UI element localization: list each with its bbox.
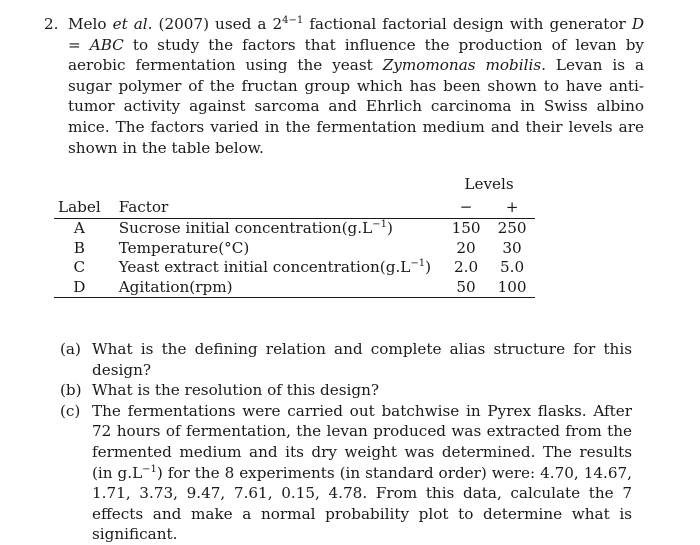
low-level-value: 150 bbox=[451, 219, 481, 237]
high-level-value: 30 bbox=[502, 238, 522, 257]
factor-name: Temperature(°C) bbox=[118, 238, 250, 257]
low-level-value: 2.0 bbox=[453, 258, 479, 276]
question-label: (c) bbox=[60, 401, 81, 420]
factor-levels-table bbox=[54, 173, 535, 298]
question-label: (b) bbox=[60, 381, 82, 400]
question-item bbox=[60, 380, 632, 401]
organism-name: Zymomonas mobilis. bbox=[382, 56, 546, 75]
factor-name: Sucrose initial $concentration(g.L^{-1})$ bbox=[118, 219, 393, 237]
table-row bbox=[54, 258, 535, 278]
problem-statement bbox=[44, 14, 644, 158]
column-header-row bbox=[54, 196, 535, 219]
table-row bbox=[54, 278, 535, 298]
table-row bbox=[54, 219, 535, 239]
design-exponent: 4−1 bbox=[282, 15, 304, 26]
problem-body bbox=[68, 14, 644, 158]
low-level-header: − bbox=[443, 196, 489, 219]
levan-text: Levan is a sugar polymer of the fructan group which has been shown to have anti-tumor activity against sarcoma and Ehrlich carcinoma in Swiss albino mice. The factors varied in the fermentation medium and their levels are shown in the table below. bbox=[68, 56, 644, 157]
high-level-header: + bbox=[489, 196, 535, 219]
levels-header: Levels bbox=[464, 175, 514, 193]
question-item bbox=[60, 339, 632, 380]
et-al-text: et al. bbox=[112, 15, 153, 33]
question-text: What is the resolution of this design? bbox=[92, 381, 380, 400]
high-level-value: 100 bbox=[489, 278, 535, 298]
generator-text: D = ABC bbox=[68, 15, 645, 54]
problem-number: 2. bbox=[44, 15, 59, 33]
authors-text: Melo bbox=[68, 15, 107, 33]
high-level-value: 5.0 bbox=[499, 258, 525, 276]
table-row bbox=[54, 239, 535, 259]
factor-label: D bbox=[54, 278, 115, 298]
question-item bbox=[60, 401, 632, 545]
question-label: (a) bbox=[60, 340, 81, 358]
levels-header-row bbox=[54, 173, 535, 196]
question-list bbox=[60, 339, 632, 545]
study-text: to study the factors that influence the production of levan by aerobic fermentation using the yeast bbox=[68, 35, 645, 75]
design-text: factional factorial design with generator bbox=[309, 15, 626, 33]
question-text: The fermentations were carried out batchwise in Pyrex flasks. After 72 hours of fermentation, the levan produced was extracted from the fermented medium and its dry weight was determined. The results (in $g.L^{-1}$) for the 8 experiments (in standard order) were: 4.70, 14.67, 1.71, 3.73, 9.47, 7.61, 0.15, 4.78. From this data, calculate the 7 effects and make a normal probability plot to determine what is significant. bbox=[92, 401, 632, 544]
factor-label: A bbox=[73, 219, 85, 237]
low-level-value: 20 bbox=[456, 238, 476, 257]
high-level-value: 250 bbox=[497, 219, 527, 237]
year-text: (2007) used a bbox=[158, 15, 267, 33]
factor-label: B bbox=[73, 238, 85, 257]
question-text: What is the defining relation and complete alias structure for this design? bbox=[92, 340, 632, 379]
factor-name: Agitation(rpm) bbox=[115, 278, 443, 298]
low-level-value: 50 bbox=[443, 278, 489, 298]
label-column-header: Label bbox=[54, 196, 115, 219]
design-base: 2 bbox=[272, 15, 283, 33]
factor-label: C bbox=[73, 258, 86, 276]
factor-name: Yeast extract initial $concentration(g.L^{-1})$ bbox=[118, 258, 432, 276]
factor-column-header: Factor bbox=[115, 196, 443, 219]
